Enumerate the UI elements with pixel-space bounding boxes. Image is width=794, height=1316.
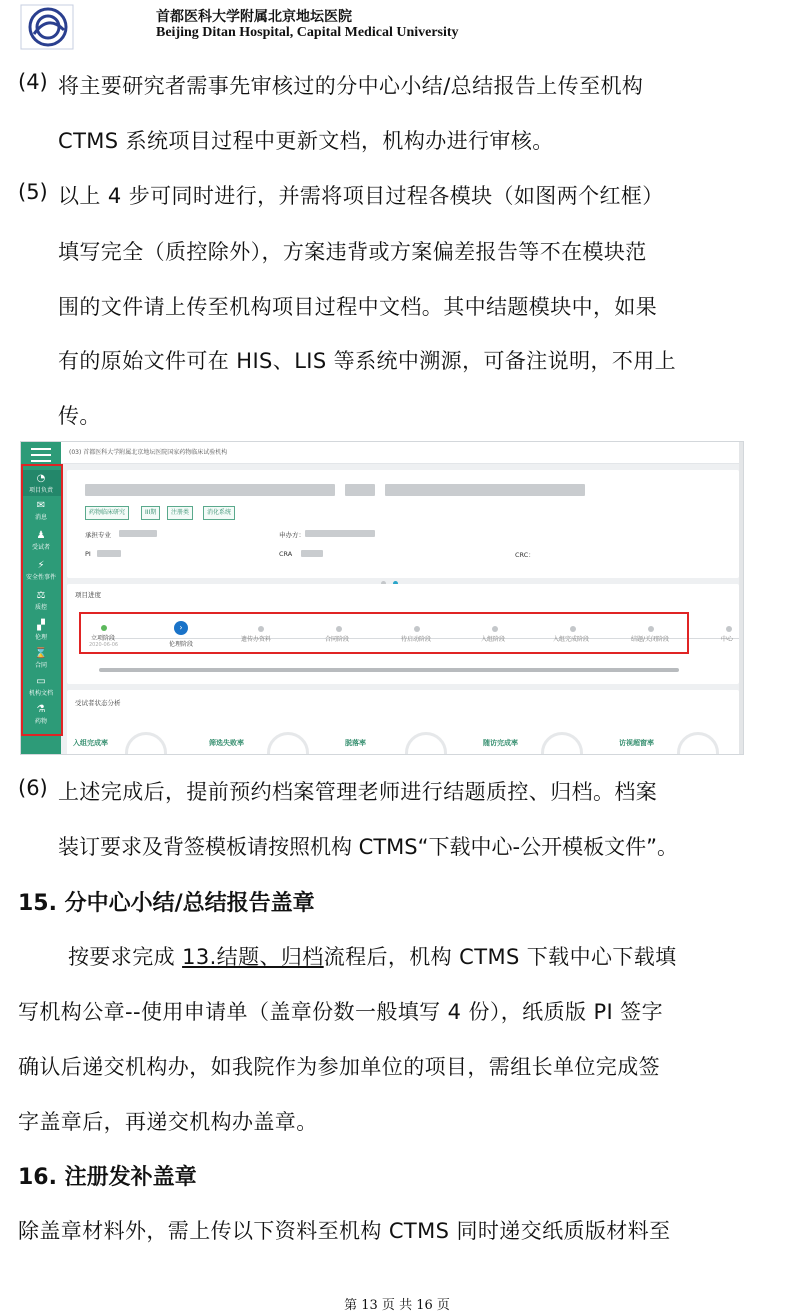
metric-label: 访视超窗率 xyxy=(619,739,654,747)
cra-label: CRA xyxy=(279,550,293,558)
section-16-heading: 16. 注册发补盖章 xyxy=(18,1165,197,1190)
major-label: 承担专业 xyxy=(85,531,111,539)
redacted-value xyxy=(97,550,121,557)
envelope-icon: ✉ xyxy=(36,500,46,511)
step-label: 待启动阶段 xyxy=(401,636,432,643)
redacted-title xyxy=(385,484,585,496)
sidebar-item-contract[interactable]: ⌛ 合同 xyxy=(21,648,61,669)
step-label: 遗传办资料 xyxy=(241,636,272,643)
redacted-title xyxy=(85,484,335,496)
p6-line-2: 装订要求及背签模板请按照机构 CTMS“下载中心-公开模板文件”。 xyxy=(58,835,678,859)
book-icon: ▞ xyxy=(37,620,45,631)
p5-line-2: 填写完全（质控除外），方案违背或方案偏差报告等不在模块范 xyxy=(58,240,647,264)
step-label: 立项阶段 xyxy=(91,635,116,642)
sponsor-label: 申办方： xyxy=(279,531,305,539)
item-number-5: (5) xyxy=(18,180,48,204)
sidebar-item-ethics[interactable]: ▞ 伦理 xyxy=(21,620,61,641)
crc-label: CRC： xyxy=(515,551,535,559)
metric-label: 入组完成率 xyxy=(73,739,108,747)
pi-label: PI xyxy=(85,550,91,558)
sidebar-item-drugs[interactable]: ⚗ 药物 xyxy=(21,704,61,725)
page-footer: 第 13 页 共 16 页 xyxy=(344,1298,450,1313)
project-tag: 消化系统 xyxy=(203,506,235,520)
section-15-heading: 15. 分中心小结/总结报告盖章 xyxy=(18,891,315,916)
menu-icon[interactable] xyxy=(31,448,51,462)
s15-line-1: 按要求完成 13.结题、归档流程后，机构 CTMS 下载中心下载填 xyxy=(68,945,677,969)
section-13-link[interactable]: 13.结题、归档 xyxy=(182,945,324,969)
s15-line-2: 写机构公章--使用申请单（盖章份数一般填写 4 份），纸质版 PI 签字 xyxy=(18,1000,663,1024)
progress-highlight-box xyxy=(79,612,689,654)
flask-icon: ⚗ xyxy=(36,704,46,715)
step-label: 中心 xyxy=(721,636,734,643)
step-dot[interactable] xyxy=(726,626,732,632)
ctms-topbar: (03) 首都医科大学附属北京地坛医院国家药物临床试验机构 xyxy=(61,442,744,464)
sidebar-item-safety[interactable]: ⚡ 安全性事件 xyxy=(21,560,61,581)
person-icon: ♟ xyxy=(36,530,46,541)
step-label: 入组阶段 xyxy=(481,636,506,643)
step-label: 合同阶段 xyxy=(325,636,350,643)
project-tag: III期 xyxy=(141,506,160,520)
progress-title: 项目进度 xyxy=(75,591,101,599)
s16-line-1: 除盖章材料外，需上传以下资料至机构 CTMS 同时递交纸质版材料至 xyxy=(18,1219,671,1243)
redacted-value xyxy=(119,530,157,537)
sidebar-item-documents[interactable]: ▭ 机构文档 xyxy=(21,676,61,697)
p4-line-1: 将主要研究者需事先审核过的分中心小结/总结报告上传至机构 xyxy=(58,74,644,98)
folder-icon: ▭ xyxy=(36,676,46,687)
step-label: 入组完成阶段 xyxy=(553,636,590,643)
s15-line-4: 字盖章后，再递交机构办盖章。 xyxy=(18,1110,318,1134)
step-date: 2020-06-06 xyxy=(89,642,119,648)
chevron-right-icon[interactable]: › xyxy=(174,621,188,635)
sidebar-item-subjects[interactable]: ♟ 受试者 xyxy=(21,530,61,551)
hospital-logo-icon xyxy=(20,4,74,50)
ctms-screenshot xyxy=(20,441,744,755)
item-number-4: (4) xyxy=(18,70,48,94)
metric-label: 脱落率 xyxy=(345,739,366,747)
vertical-scrollbar[interactable] xyxy=(739,442,744,755)
hourglass-icon: ⌛ xyxy=(34,648,48,659)
sidebar-highlight-box xyxy=(21,464,63,736)
p5-line-1: 以上 4 步可同时进行，并需将项目过程各模块（如图两个红框） xyxy=(58,184,664,208)
project-tag: 药物临床研究 xyxy=(85,506,129,520)
sidebar-item-qc[interactable]: ⚖ 质控 xyxy=(21,590,61,611)
metric-label: 随访完成率 xyxy=(483,739,518,747)
redacted-title xyxy=(345,484,375,496)
step-label: 结题/关闭阶段 xyxy=(631,636,670,643)
redacted-value xyxy=(301,550,323,557)
p5-line-4: 有的原始文件可在 HIS、LIS 等系统中溯源，可备注说明，不用上 xyxy=(58,349,677,373)
s15-line-3: 确认后递交机构办，如我院作为参加单位的项目，需组长单位完成签 xyxy=(18,1055,660,1079)
header-hospital-en: Beijing Ditan Hospital, Capital Medical University xyxy=(156,25,459,40)
sidebar-item-project[interactable]: ◔ 项目负责 xyxy=(21,470,61,496)
p5-line-3: 围的文件请上传至机构项目过程中文档。其中结题模块中，如果 xyxy=(58,295,658,319)
scales-icon: ⚖ xyxy=(36,590,46,601)
status-title: 受试者状态分析 xyxy=(75,699,121,707)
p4-line-2: CTMS 系统项目过程中更新文档，机构办进行审核。 xyxy=(58,129,554,153)
p6-line-1: 上述完成后，提前预约档案管理老师进行结题质控、归档。档案 xyxy=(58,780,658,804)
step-label: 伦理阶段 xyxy=(169,641,194,648)
horizontal-scrollbar[interactable] xyxy=(99,668,679,672)
sidebar-item-messages[interactable]: ✉ 消息 xyxy=(21,500,61,521)
project-tag: 注册类 xyxy=(167,506,193,520)
header-hospital-cn: 首都医科大学附属北京地坛医院 xyxy=(156,9,352,25)
p5-line-5: 传。 xyxy=(58,404,101,428)
metric-label: 筛选失败率 xyxy=(209,739,244,747)
project-info-card xyxy=(67,470,739,578)
pie-chart-icon: ◔ xyxy=(36,473,46,484)
lightning-icon: ⚡ xyxy=(37,560,45,571)
redacted-value xyxy=(305,530,375,537)
item-number-6: (6) xyxy=(18,776,48,800)
